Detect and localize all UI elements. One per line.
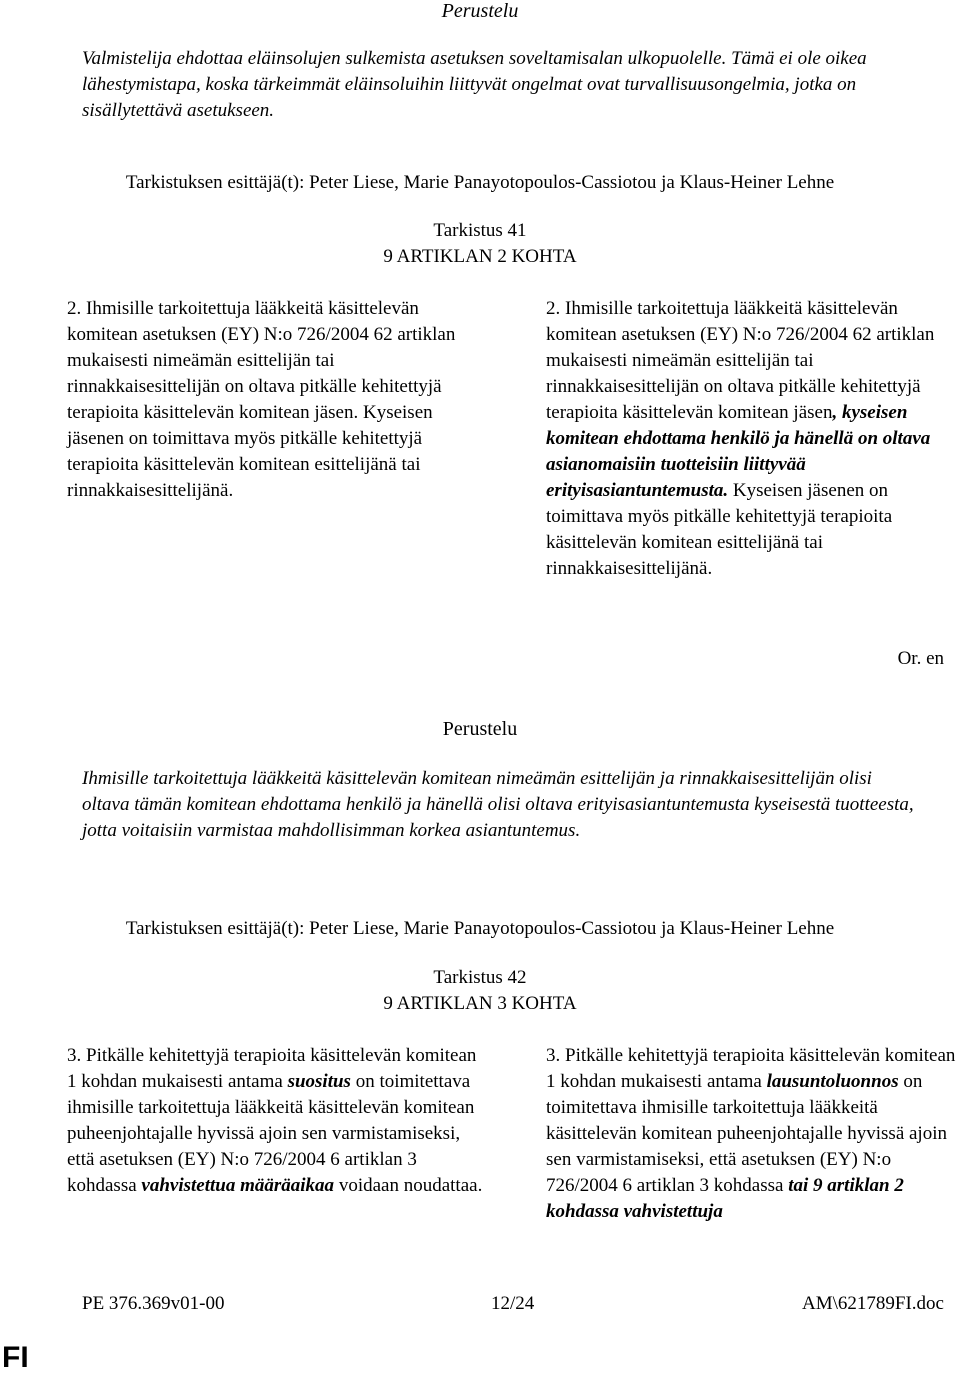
amendment-42-amended-insertion-1: lausuntoluonnos (766, 1071, 899, 1092)
amendment-41-amended-part1: 2. Ihmisille tarkoitettuja lääkkeitä käsittelevän komitean asetuksen (EY) N:o 726/2004 62 artiklan mukaisesti nimeämän esittelijän tai rinnakkaisesittelijän on oltava pitkälle kehitettyjä terapioita käsittelevän komitean jäsen (546, 298, 935, 423)
amendment-42-original-text (67, 1043, 487, 1199)
amendment-42-original-deleted-2: vahvistettua määräaikaa (141, 1175, 335, 1196)
amendment-41-justification-heading: Perustelu (442, 718, 518, 740)
amendment-42-number: Tarkistus 42 (433, 967, 527, 988)
amendment-42-amended-a: 3. Pitkälle kehitettyjä terapioita käsittelevän komitean 1 kohdan mukaisesti antama (546, 1045, 956, 1092)
amendment-42-original-e: voidaan noudattaa. (334, 1175, 483, 1196)
language-note: Or. en (897, 648, 944, 669)
amendment-41-amended-insertion: , kyseisen komitean ehdottama henkilö ja hänellä on oltava asianomaisiin tuotteisiin liittyvää erityisasiantuntemusta. (546, 402, 931, 501)
amendment-41-tabler: Tarkistuksen esittäjä(t): Peter Liese, Marie Panayotopoulos-Cassiotou ja Klaus-Heiner Lehne (125, 172, 835, 193)
amendment-42-article: 9 ARTIKLAN 3 KOHTA (383, 993, 577, 1014)
top-justification-heading: Perustelu (441, 0, 519, 22)
footer-language-code: FI (2, 1341, 29, 1374)
amendment-42-amended-text (546, 1043, 958, 1225)
amendment-41-justification-text: Ihmisille tarkoitettuja lääkkeitä käsittelevän komitean nimeämän esittelijän ja rinnakkaisesittelijän olisi oltava tämän komitean ehdottama henkilö ja hänellä olisi oltava erityisasiantuntemusta kyseisestä tuotteesta, jotta voitaisiin varmistaa mahdollisimman korkea asiantuntemus. (82, 768, 914, 841)
amendment-42-amended-insertion-2: tai 9 artiklan 2 kohdassa vahvistettuja (546, 1175, 904, 1222)
amendment-41-number: Tarkistus 41 (433, 220, 527, 241)
amendment-42-amended-c: on toimitettava ihmisille tarkoitettuja lääkkeitä käsittelevän komitean puheenjohtajalle hyvissä ajoin sen varmistamiseksi, että asetuksen (EY) N:o 726/2004 6 artiklan 3 kohdassa (546, 1071, 947, 1196)
amendment-42-original-c: on toimitettava ihmisille tarkoitettuja lääkkeitä käsittelevän komitean puheenjohtajalle hyvissä ajoin sen varmistamiseksi, että asetuksen (EY) N:o 726/2004 6 artiklan 3 kohdassa (67, 1071, 475, 1196)
footer-reference: PE 376.369v01-00 (82, 1293, 225, 1314)
amendment-42-original-deleted-1: suositus (287, 1071, 351, 1092)
amendment-41-article: 9 ARTIKLAN 2 KOHTA (383, 246, 577, 267)
top-justification-text: Valmistelija ehdottaa eläinsolujen sulkemista asetuksen soveltamisalan ulkopuolelle. Tämä ei ole oikea lähestymistapa, koska tärkeimmät eläinsoluihin liittyvät ongelmat ovat turvallisuusongelmia, jotka on sisällytettävä asetukseen. (82, 48, 867, 121)
footer-document-name: AM\621789FI.doc (802, 1293, 944, 1314)
amendment-41-amended-part2: Kyseisen jäsenen on toimittava myös pitkälle kehitettyjä terapioita käsittelevän komitean esittelijänä tai rinnakkaisesittelijänä. (546, 480, 893, 579)
amendment-42-original-a: 3. Pitkälle kehitettyjä terapioita käsittelevän komitean 1 kohdan mukaisesti antama (67, 1045, 477, 1092)
footer-page-number: 12/24 (491, 1293, 535, 1314)
amendment-42-tabler: Tarkistuksen esittäjä(t): Peter Liese, Marie Panayotopoulos-Cassiotou ja Klaus-Heiner Lehne (125, 918, 835, 939)
amendment-41-original-text: 2. Ihmisille tarkoitettuja lääkkeitä käsittelevän komitean asetuksen (EY) N:o 726/2004 62 artiklan mukaisesti nimeämän esittelijän tai rinnakkaisesittelijän on oltava pitkälle kehitettyjä terapioita käsittelevän komitean jäsen. Kyseisen jäsenen on toimittava myös pitkälle kehitettyjä terapioita käsittelevän komitean esittelijänä tai rinnakkaisesittelijänä. (67, 298, 456, 501)
amendment-41-amended-text (546, 296, 958, 582)
